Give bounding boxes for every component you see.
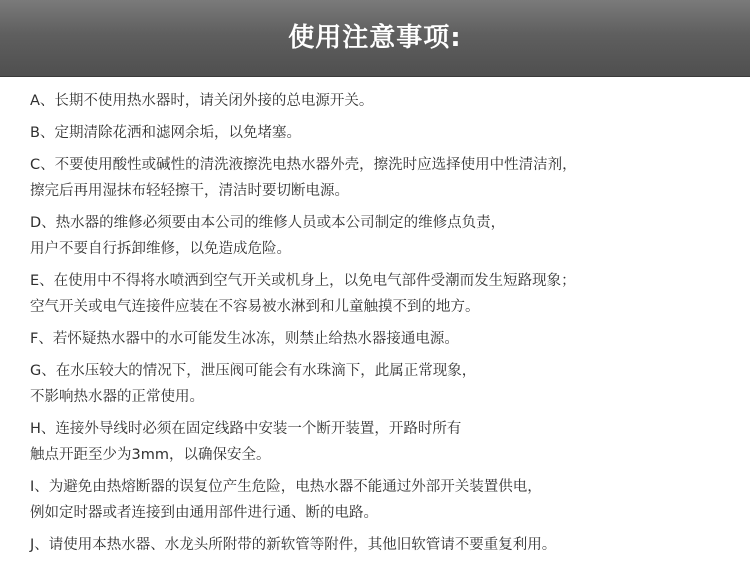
note-line: H、连接外导线时必须在固定线路中安装一个断开装置，开路时所有 [30,421,462,437]
note-line: 擦完后再用湿抹布轻轻擦干，清洁时要切断电源。 [30,183,349,199]
note-item-h [30,416,730,468]
note-line: G、在水压较大的情况下，泄压阀可能会有水珠滴下，此属正常现象， [30,363,477,379]
note-item-b [30,120,730,146]
note-item-c [30,152,730,204]
note-line: 触点开距至少为3mm，以确保安全。 [30,447,271,463]
note-line: I、为避免由热熔断器的误复位产生危险，电热水器不能通过外部开关装置供电， [30,479,542,495]
note-item-e [30,268,730,320]
note-line: C、不要使用酸性或碱性的清洗液擦洗电热水器外壳，擦洗时应选择使用中性清洁剂， [30,157,577,173]
note-item-i [30,474,730,526]
note-line: D、热水器的维修必须要由本公司的维修人员或本公司制定的维修点负责， [30,215,506,231]
note-line: 例如定时器或者连接到由通用部件进行通、断的电路。 [30,505,378,521]
note-line: 用户不要自行拆卸维修，以免造成危险。 [30,241,291,257]
note-line: B、定期清除花洒和滤网余垢，以免堵塞。 [30,125,301,141]
note-item-g [30,358,730,410]
note-item-a [30,88,730,114]
note-line: E、在使用中不得将水喷洒到空气开关或机身上，以免电气部件受潮而发生短路现象； [30,273,576,289]
note-line: F、若怀疑热水器中的水可能发生冰冻，则禁止给热水器接通电源。 [30,331,459,347]
header-banner [0,0,750,77]
page-title: 使用注意事项: [288,23,462,53]
note-item-j [30,532,730,558]
note-item-f [30,326,730,352]
note-line: 空气开关或电气连接件应装在不容易被水淋到和儿童触摸不到的地方。 [30,299,480,315]
note-item-d [30,210,730,262]
note-line: J、请使用本热水器、水龙头所附带的新软管等附件，其他旧软管请不要重复利用。 [30,537,557,553]
note-line: 不影响热水器的正常使用。 [30,389,204,405]
notes-list [30,88,730,564]
note-line: A、长期不使用热水器时，请关闭外接的总电源开关。 [30,93,374,109]
